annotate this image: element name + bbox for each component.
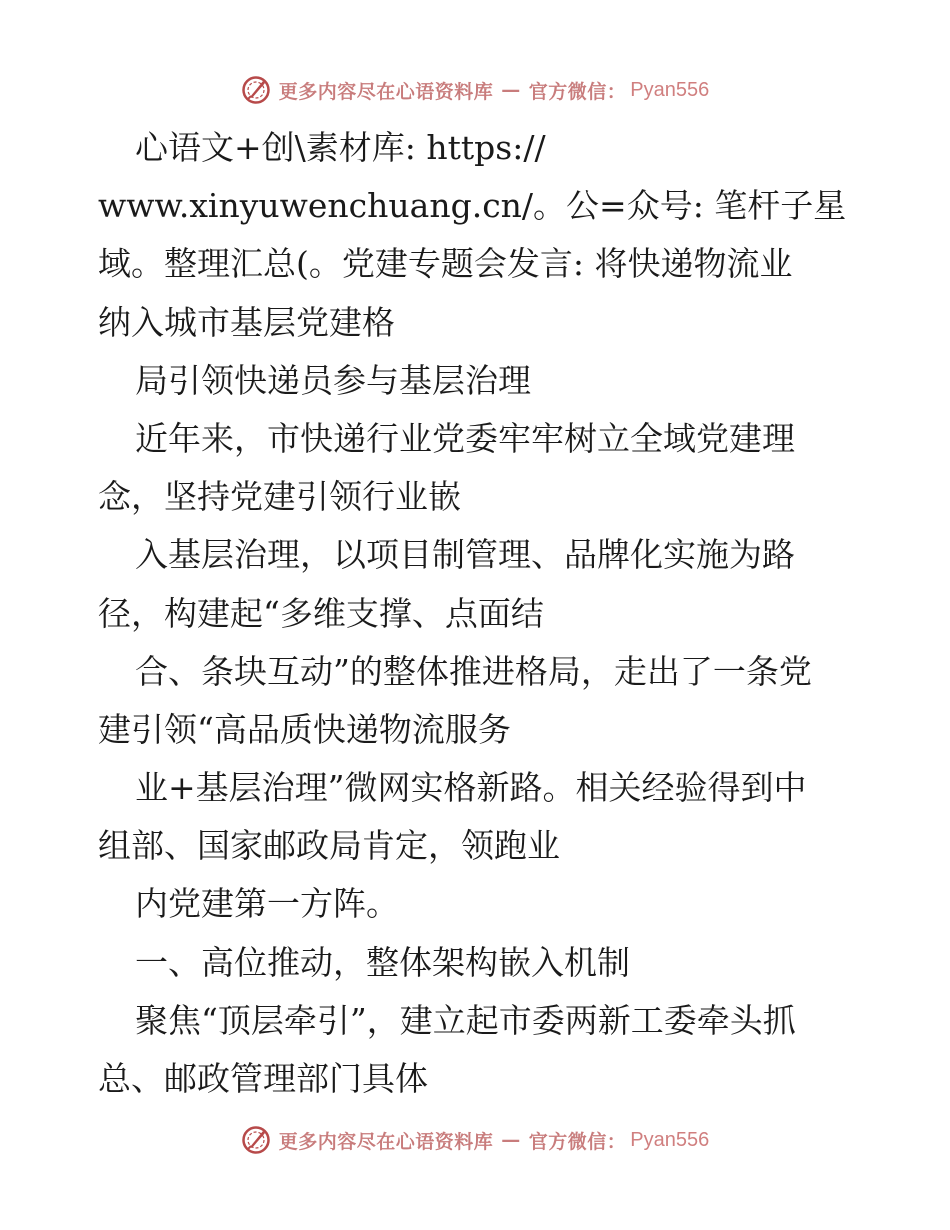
- banner-wechat-id: Pyan556: [630, 78, 710, 101]
- text-line: 合、条块互动”的整体推进格局，走出了一条党: [135, 651, 812, 691]
- banner-dash: —: [501, 79, 521, 101]
- text-line: 径，构建起“多维支撑、点面结: [98, 593, 544, 633]
- text-line: 聚焦“顶层牵引”，建立起市委两新工委牵头抓: [135, 1000, 796, 1040]
- text-line: 内党建第一方阵。: [135, 884, 399, 924]
- banner-wechat-label: 官方微信：: [528, 80, 627, 103]
- quill-logo-icon: [241, 75, 271, 105]
- text-line: 建引领“高品质快递物流服务: [98, 709, 511, 749]
- text-line: 纳入城市基层党建格: [98, 302, 395, 342]
- document-body: [98, 119, 858, 1108]
- text-line: 入基层治理，以项目制管理、品牌化实施为路: [135, 535, 795, 575]
- text-line: www.xinyuwenchuang.cn/。公=众号: 笔杆子星: [98, 186, 847, 226]
- text-line: 业+基层治理”微网实格新路。相关经验得到中: [135, 768, 807, 808]
- banner-dash: —: [501, 1129, 521, 1151]
- text-line: 组部、国家邮政局肯定，领跑业: [98, 826, 560, 866]
- text-line: 域。整理汇总(。党建专题会发言: 将快递物流业: [98, 244, 793, 284]
- header-banner: [0, 70, 950, 110]
- text-line: 近年来，市快递行业党委牢牢树立全域党建理: [135, 418, 795, 458]
- text-line: 心语文+创\素材库: https://: [135, 128, 546, 167]
- banner-wechat-id: Pyan556: [630, 1128, 710, 1151]
- banner-main-text: 更多内容尽在心语资料库: [278, 80, 494, 103]
- text-line: 总、邮政管理部门具体: [98, 1059, 428, 1098]
- text-line: 念，坚持党建引领行业嵌: [98, 477, 461, 517]
- footer-banner: [0, 1120, 950, 1160]
- quill-logo-icon: [241, 1125, 271, 1155]
- text-line: 局引领快递员参与基层治理: [135, 360, 531, 400]
- banner-wechat-label: 官方微信：: [528, 1130, 627, 1153]
- banner-main-text: 更多内容尽在心语资料库: [278, 1130, 494, 1153]
- text-line: 一、高位推动，整体架构嵌入机制: [135, 942, 630, 982]
